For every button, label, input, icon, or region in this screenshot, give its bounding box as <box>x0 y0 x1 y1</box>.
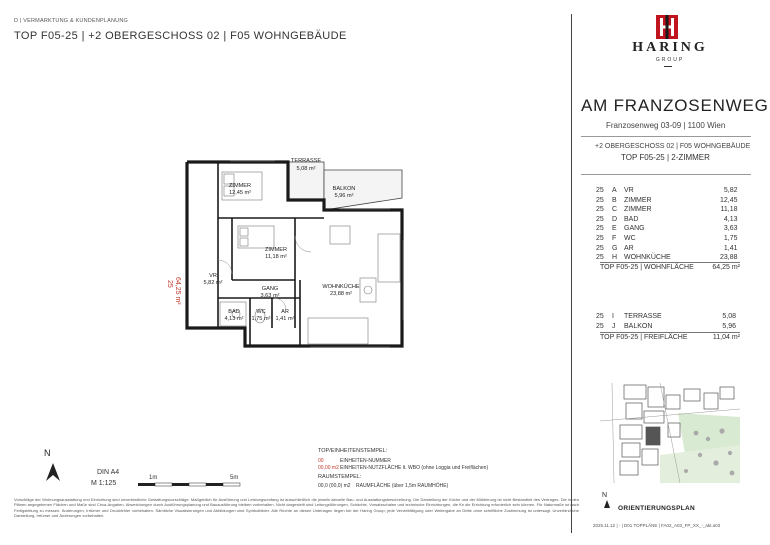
room-row <box>596 244 738 254</box>
room-area: 5,96 <box>722 322 736 330</box>
label-terrasse-area: 5,08 m² <box>296 166 316 172</box>
room-nr: 25 <box>596 313 604 320</box>
room-area: 11,18 <box>720 206 738 214</box>
room-letter: C <box>612 206 618 214</box>
outdoor-area-table <box>596 312 736 331</box>
room-area-table <box>596 186 738 263</box>
document-category: D | VERMARKTUNG & KUNDENPLANUNG <box>14 18 128 24</box>
label-gang: GANG <box>261 286 279 292</box>
outdoor-area-label: TOP F05-25 | FREIFLÄCHE <box>600 334 688 341</box>
unit-area-tag: 64,25 m² <box>174 277 181 305</box>
room-nr: 25 <box>596 196 604 204</box>
room-area: 5,08 <box>722 313 736 320</box>
room-area: 23,88 <box>720 254 738 262</box>
svg-text:N: N <box>44 448 51 458</box>
haring-logo-icon <box>656 15 678 39</box>
room-nr: 25 <box>596 206 604 214</box>
unit-stamp-title: TOP/EINHEITENSTEMPEL: <box>318 448 388 454</box>
room-letter: D <box>612 215 618 223</box>
label-vr: VR <box>209 273 217 279</box>
unit-floor: +2 OBERGESCHOSS 02 | F05 WOHNGEBÄUDE <box>595 143 751 150</box>
room-nr: 25 <box>596 234 604 242</box>
room-nr: 25 <box>596 225 604 233</box>
unit-nr-tag: 25 <box>166 280 173 288</box>
room-name: ZIMMER <box>624 206 652 214</box>
label-bad: BAD <box>228 309 240 315</box>
room-stamp-title: RAUMSTEMPEL: <box>318 474 362 480</box>
room-nr: 25 <box>596 254 604 262</box>
unit-title: TOP F05-25 | 2-ZIMMER <box>621 153 710 162</box>
room-letter: J <box>612 322 616 330</box>
room-nr: 25 <box>596 244 604 252</box>
room-row <box>596 322 736 332</box>
project-address: Franzosenweg 03-09 | 1100 Wien <box>606 121 726 130</box>
label-wohnkueche-area: 23,88 m² <box>329 291 353 297</box>
label-wohnkueche: WOHNKÜCHE <box>322 284 360 290</box>
room-letter: I <box>612 313 614 320</box>
outdoor-area-value: 11,04 m² <box>712 334 740 341</box>
room-row <box>596 224 738 234</box>
label-ar: AR <box>281 309 289 315</box>
room-area: 1,41 <box>723 244 738 252</box>
room-letter: A <box>612 187 617 194</box>
room-row <box>596 312 736 322</box>
stamp-code-1: 00 <box>318 458 324 464</box>
brand-subtitle: GROUP <box>655 57 685 63</box>
document-reference: 2025.11.12 | - | D01 TOPPLÄNE | FA02_A03_FP_XX_-_akt.a03 <box>593 523 721 528</box>
living-area-total <box>600 264 740 271</box>
orientation-plan-label: ORIENTIERUNGSPLAN <box>618 505 695 512</box>
room-stamp-text: RAUMFLÄCHE (über 1,5m RAUMHÖHE) <box>356 483 449 489</box>
label-zimmer-1-area: 12,45 m² <box>228 190 252 196</box>
room-name: BALKON <box>624 322 653 330</box>
label-zimmer-2: ZIMMER <box>264 247 288 253</box>
room-row <box>596 215 738 225</box>
separator <box>581 174 751 175</box>
north-arrow-icon <box>600 489 614 509</box>
label-zimmer-2-area: 11,18 m² <box>265 254 287 260</box>
room-area: 5,82 <box>723 187 738 194</box>
room-letter: F <box>612 234 617 242</box>
room-letter: G <box>612 244 618 252</box>
north-arrow-icon <box>40 447 66 483</box>
room-name: BAD <box>624 215 639 223</box>
room-nr: 25 <box>596 187 604 194</box>
room-row <box>596 234 738 244</box>
brand-name: HARING <box>632 40 708 55</box>
outdoor-area-total <box>600 334 740 341</box>
room-name: WC <box>624 234 636 242</box>
document-title: TOP F05-25 | +2 OBERGESCHOSS 02 | F05 WOHNGEBÄUDE <box>14 30 347 42</box>
living-area-label: TOP F05-25 | WOHNFLÄCHE <box>600 264 694 271</box>
stamp-code-2: 00,00 m2 <box>318 465 339 471</box>
label-balkon-area: 5,96 m² <box>334 193 354 199</box>
room-row <box>596 196 738 206</box>
label-wc-area: 1,75 m² <box>251 316 271 322</box>
room-name: AR <box>624 244 634 252</box>
room-area: 4,13 <box>723 215 738 223</box>
separator <box>600 332 740 333</box>
label-terrasse: TERRASSE <box>290 158 322 164</box>
separator <box>600 262 740 263</box>
stamp-text-1: EINHEITEN-NUMMER <box>340 458 391 464</box>
stamp-text-2: EINHEITEN-NUTZFLÄCHE lt. WBO (ohne Loggia und Freiflächen) <box>340 465 489 471</box>
room-area: 1,75 <box>723 234 738 242</box>
room-area: 12,45 <box>720 196 738 204</box>
panel-divider <box>571 14 572 533</box>
room-row <box>596 205 738 215</box>
project-name: AM FRANZOSENWEG <box>581 96 769 115</box>
svg-text:N: N <box>602 492 608 499</box>
room-name: GANG <box>624 225 645 233</box>
room-letter: H <box>612 254 618 262</box>
paper-size: DIN A4 <box>97 469 120 476</box>
room-nr: 25 <box>596 215 604 223</box>
scale-mark-1m: 1m <box>149 475 158 481</box>
label-zimmer-1: ZIMMER <box>228 183 252 189</box>
scale-ratio: M 1:125 <box>91 480 117 487</box>
room-row <box>596 186 738 196</box>
label-wc: WC <box>256 309 266 315</box>
label-ar-area: 1,41 m² <box>275 316 295 322</box>
brand-divider <box>664 66 672 67</box>
label-gang-area: 3,63 m² <box>260 293 280 299</box>
separator <box>581 136 751 137</box>
room-area: 3,63 <box>723 225 738 233</box>
label-balkon: BALKON <box>332 186 356 192</box>
room-name: ZIMMER <box>624 196 652 204</box>
room-nr: 25 <box>596 322 604 330</box>
room-name: WOHNKÜCHE <box>624 254 671 262</box>
legal-disclaimer: Vorschläge der Wohnungsausstattung und Einrichtung sind unverbindliche Gestaltungsvorschläge. Maßgeblich für Ausführung und Leistungsumfang ist ausschließlich die jeweils aktuelle Bau- und Ausstattungsbeschreibung. Die Darstellung der Küche und der Möblierung ist nicht Bestandteil des Vertrages. Die in den Plänen angegebenen Flächen und Maße sind Circa-Angaben, Abweichungen durch Ausführungsplanung und Bauausführung bleiben vorbehalten. Nicht dargestellt sind Leitungsführungen, Schächte, Vorsatzschalen und technische Einrichtungen, die für die Errichtung erforderlich sein können. Für Naturmaße ist nach Fertigstellung zu messen. Änderungen, Irrtümer und Druckfehler vorbehalten. Sämtliche Visualisierungen und Abbildungen sind Symbolbilder. Alle Rechte an diesen Unterlagen liegen bei der Haring Group; jede Vervielfältigung oder Weitergabe an Dritte ohne schriftliche Zustimmung ist untersagt. Unverbindliche Darstellung, Irrtümer und Änderungen vorbehalten. <box>14 497 579 518</box>
label-vr-area: 5,82 m² <box>203 280 223 286</box>
room-stamp-code: 00,0 (00,0) m2 <box>318 483 351 489</box>
label-bad-area: 4,13 m² <box>224 316 244 322</box>
orientation-site-plan <box>600 383 740 483</box>
room-name: VR <box>624 187 634 194</box>
floor-plan <box>150 140 420 355</box>
room-name: TERRASSE <box>624 313 662 320</box>
scale-bar <box>132 472 262 490</box>
room-letter: E <box>612 225 617 233</box>
scale-mark-5m: 5m <box>230 475 239 481</box>
room-letter: B <box>612 196 617 204</box>
living-area-value: 64,25 m² <box>712 264 740 271</box>
